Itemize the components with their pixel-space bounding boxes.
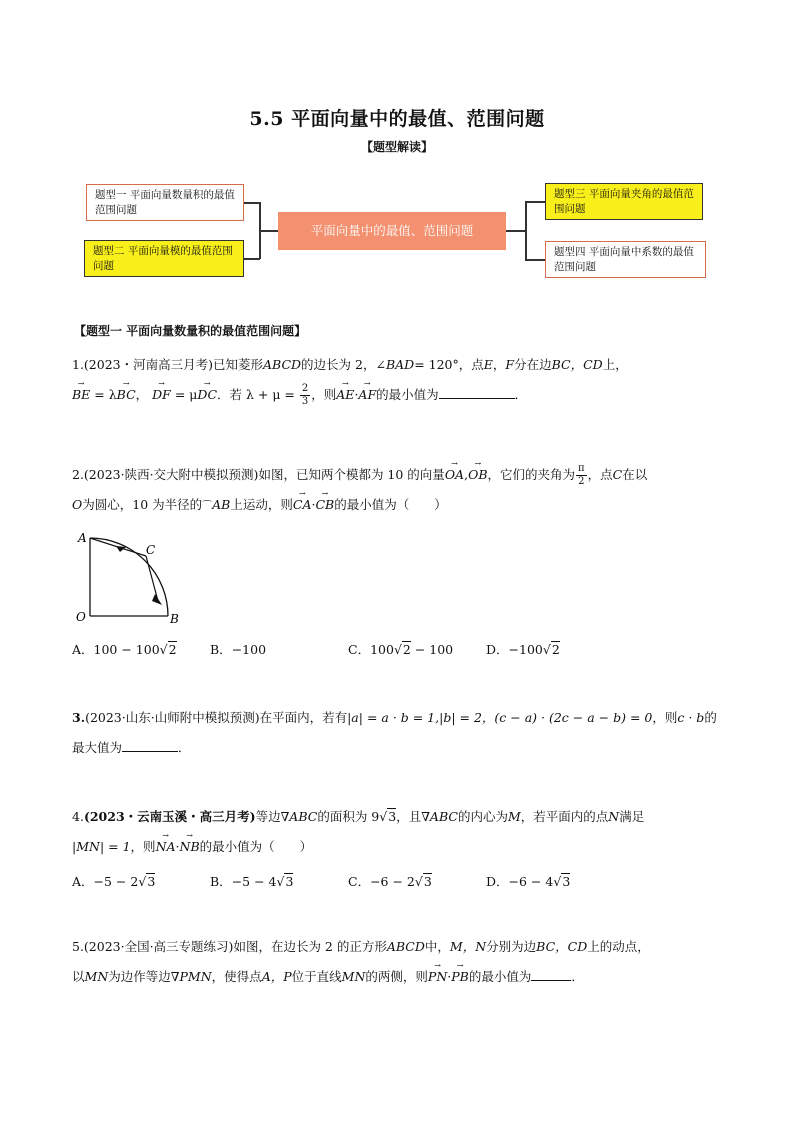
vector-dc: → DC: [197, 380, 217, 410]
text: 最大值为: [72, 740, 123, 755]
text: 如图，在边长为 2 的正方形: [233, 939, 387, 954]
connector: [244, 202, 260, 204]
text: ，: [492, 357, 506, 372]
vector-ae: → AE: [336, 380, 354, 410]
vector-na: → NA: [156, 832, 176, 862]
question-source: 2.(2023·陕西·交大附中模拟预测): [72, 467, 259, 482]
vector-be: → BE: [72, 380, 90, 410]
section-heading: 【题型一 平面向量数量积的最值范围问题】: [74, 324, 307, 338]
vector-ob: → OB: [468, 460, 487, 490]
choice-label: D．: [486, 874, 509, 889]
quarter-circle-figure: [70, 528, 190, 628]
condition: |MN| = 1: [72, 839, 131, 854]
text: 的面积为 9: [317, 809, 380, 824]
choice-label: D．: [486, 642, 509, 657]
text: = λ: [94, 387, 117, 402]
question-3: [72, 703, 722, 763]
vector-pb: → PB: [451, 962, 469, 992]
text: = μ: [174, 387, 198, 402]
arc-symbol: ⌒: [202, 501, 213, 512]
choice-label: B．: [210, 874, 232, 889]
triangle-pmn: ∇PMN: [170, 969, 212, 984]
choice-b[interactable]: [210, 640, 266, 658]
text: 为圆心，10 为半径的: [82, 497, 203, 512]
text: A，P: [261, 969, 292, 984]
connector: [525, 259, 545, 261]
arc-ab: [90, 538, 168, 616]
text: BAD: [385, 357, 415, 372]
answer-blank[interactable]: [439, 384, 515, 399]
text: 的最小值为: [376, 387, 439, 402]
point-o-label: O: [76, 610, 86, 624]
condition-2: ，(c − a) · (2c − a − b) = 0: [481, 710, 653, 725]
choice-text: 100 − 100: [93, 642, 160, 657]
text: F: [505, 357, 515, 372]
question-2-line-1: 2.(2023·陕西·交大附中模拟预测)如图，已知两个模都为 10 的向量→ OA,→ OB，它们的夹角为 $\frac{\pi}{2}$ ，点C在以: [72, 460, 722, 490]
vector-nb: → NB: [180, 832, 200, 862]
text: N: [608, 809, 620, 824]
mindmap-node-type3: 题型三 平面向量夹角的最值范围问题: [545, 183, 703, 220]
section-subtitle: 【题型解读】: [360, 140, 433, 154]
text: 为边作等边: [108, 969, 171, 984]
text: ，: [135, 387, 149, 402]
triangle-abc: ∇ABC: [421, 809, 458, 824]
text: 中，: [424, 939, 450, 954]
point-a-label: A: [78, 531, 87, 545]
text: ，使得点: [211, 969, 262, 984]
text: ABCD: [263, 357, 302, 372]
question-5: [72, 932, 722, 992]
text: ，点: [587, 467, 613, 482]
text: M: [507, 809, 521, 824]
question-4-line-2: |MN| = 1，则→ NA·→ NB的最小值为（ ）: [72, 832, 722, 862]
text: = 120°，点: [414, 357, 484, 372]
page-title: 5.5 平面向量中的最值、范围问题: [249, 108, 545, 130]
choice-label: B．: [210, 642, 232, 657]
choice-text: −6 − 4: [508, 874, 554, 889]
text: M，N: [449, 939, 487, 954]
text: 的最小值为（ ）: [199, 839, 313, 854]
text: 的最小值为: [468, 969, 532, 984]
question-number: 4.: [72, 809, 84, 824]
text: 上运动，则: [230, 497, 293, 512]
choice-text: − 100: [410, 642, 454, 657]
connector: [244, 258, 260, 260]
text: ，且: [396, 809, 422, 824]
connector: [525, 201, 545, 203]
radicand: 3: [562, 874, 571, 889]
denominator: 2: [578, 476, 585, 487]
text: ，则: [652, 710, 678, 725]
connector: [259, 230, 278, 232]
question-3-line-1: [72, 703, 722, 733]
text: ，则: [311, 387, 337, 402]
radicand: 2: [402, 642, 411, 657]
text: 满足: [619, 809, 645, 824]
choice-text: −100: [231, 642, 267, 657]
question-1-line-2: → BE = λ→ BC， → DF = μ→ DC．若 λ + μ = $\frac{2}{3}$ ，则→ AE·→ AF的最小值为 ．: [72, 380, 722, 410]
text: ，它们的夹角为: [487, 467, 576, 482]
text: E: [483, 357, 493, 372]
vector-oa: → OA: [445, 460, 464, 490]
text: 以: [72, 969, 85, 984]
text: 等边: [255, 809, 281, 824]
mindmap-center: 平面向量中的最值、范围问题: [278, 212, 506, 250]
text: ，则: [130, 839, 156, 854]
sqrt-sign: √: [379, 809, 388, 824]
text: 上，: [602, 357, 628, 372]
point-b-label: B: [170, 612, 179, 626]
question-source: (2023·山东·山师附中模拟预测): [85, 710, 260, 725]
choice-a[interactable]: A．100 − 100√2: [72, 642, 177, 657]
vector-cb: → CB: [315, 490, 334, 520]
point-c-label: C: [146, 543, 156, 557]
question-source: 1.(2023・河南高三月考): [72, 357, 213, 372]
choice-c[interactable]: C．−6 − 2√3: [348, 874, 432, 889]
mindmap-node-type1: 题型一 平面向量数量积的最值范围问题: [86, 184, 244, 221]
text: 的: [704, 710, 717, 725]
question-source: 5.(2023·全国·高三专题练习): [72, 939, 234, 954]
choice-d[interactable]: D．−100√2: [486, 642, 560, 657]
choice-text: −6 − 2: [370, 874, 415, 889]
denominator: 3: [301, 396, 309, 407]
target-expression: c · b: [677, 710, 705, 725]
radicand: 3: [285, 874, 294, 889]
condition-1: |a| = a · b = 1,|b| = 2: [347, 710, 482, 725]
text: 的内心为: [457, 809, 508, 824]
connector: [525, 201, 527, 260]
text: ，若平面内的点: [520, 809, 609, 824]
text: O: [72, 497, 83, 512]
vector-bc: → BC: [117, 380, 136, 410]
choice-label: A．: [72, 642, 94, 657]
vector-pn: → PN: [428, 962, 447, 992]
text: MN: [84, 969, 109, 984]
radicand: 2: [168, 642, 177, 657]
text: ．若 λ + μ =: [217, 387, 295, 402]
mindmap-node-type4: 题型四 平面向量中系数的最值范围问题: [545, 241, 706, 278]
choice-a[interactable]: A．−5 − 2√3: [72, 874, 156, 889]
segment-cb: [146, 556, 158, 601]
text: MN: [341, 969, 366, 984]
choice-text: −100: [508, 642, 543, 657]
text: BC，CD: [536, 939, 588, 954]
numerator: π: [578, 463, 585, 474]
answer-blank[interactable]: [531, 966, 571, 981]
fraction: [300, 383, 310, 408]
text: 在以: [622, 467, 648, 482]
question-3-line-2: [72, 733, 722, 763]
text: ABCD: [386, 939, 425, 954]
numerator: 2: [301, 383, 309, 394]
radicand: 3: [388, 809, 397, 824]
choice-d[interactable]: D．−6 − 4√3: [486, 874, 571, 889]
text: 的最小值为（ ）: [334, 497, 447, 512]
text: 如图，已知两个模都为 10 的向量: [258, 467, 445, 482]
text: C: [612, 467, 623, 482]
text: ．: [178, 740, 191, 755]
choice-text: −5 − 4: [231, 874, 277, 889]
vector-df: → DF: [152, 380, 171, 410]
choice-text: 100: [370, 642, 394, 657]
vector-ca: → CA: [293, 490, 312, 520]
text: 的两侧，则: [365, 969, 428, 984]
question-4: [72, 802, 722, 862]
text: AB: [212, 497, 231, 512]
text: ．: [571, 969, 584, 984]
choice-b[interactable]: B．−5 − 4√3: [210, 874, 294, 889]
mindmap-node-type2: 题型二 平面向量模的最值范围问题: [84, 240, 244, 277]
radicand: 2: [551, 642, 560, 657]
text: 位于直线: [291, 969, 342, 984]
question-2: [72, 460, 722, 522]
vector-af: → AF: [358, 380, 376, 410]
choice-label: C．: [348, 642, 371, 657]
text: 的边长为 2，∠: [301, 357, 386, 372]
choice-label: C．: [348, 874, 371, 889]
question-number: 3.: [72, 710, 86, 725]
text: ．: [514, 387, 528, 402]
radicand: 3: [147, 874, 156, 889]
choice-text: −5 − 2: [93, 874, 139, 889]
question-source: (2023・云南玉溪・高三月考): [83, 809, 256, 824]
text: 上的动点，: [587, 939, 650, 954]
choice-c[interactable]: C．100√2 − 100: [348, 642, 454, 657]
question-1: [72, 350, 722, 410]
text: 分别为边: [486, 939, 537, 954]
text: 分在边: [514, 357, 552, 372]
text: BC，CD: [551, 357, 603, 372]
question-5-line-2: 以MN为边作等边∇PMN，使得点A，P位于直线MN的两侧，则→ PN·→ PB的最小值为 ．: [72, 962, 722, 992]
radicand: 3: [423, 874, 432, 889]
question-5-line-1: [72, 932, 722, 962]
choice-label: A．: [72, 874, 94, 889]
text: 在平面内，若有: [259, 710, 348, 725]
connector: [506, 230, 526, 232]
fraction: [576, 463, 587, 488]
answer-blank[interactable]: [122, 737, 178, 752]
triangle-abc: ∇ABC: [280, 809, 318, 824]
question-2-line-2: O为圆心，10 为半径的⌒AB上运动，则→ CA·→ CB的最小值为（ ）: [72, 490, 722, 522]
text: 已知菱形: [213, 357, 264, 372]
